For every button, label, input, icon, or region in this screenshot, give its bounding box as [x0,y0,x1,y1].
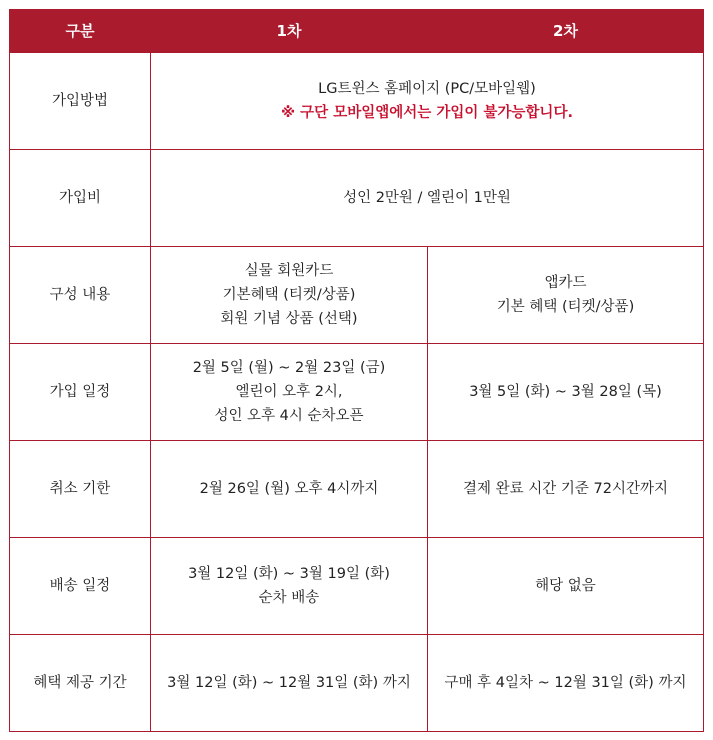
shipping-second-cell: 해당 없음 [428,538,704,635]
row-label: 배송 일정 [10,538,151,635]
cell-line: 3월 12일 (화) ~ 3월 19일 (화) [188,566,390,582]
shipping-first-cell [151,538,428,635]
row-label: 가입방법 [10,53,151,150]
header-category: 구분 [10,10,151,53]
contents-first-cell [151,247,428,344]
join-method-text: LG트윈스 홈페이지 (PC/모바일웹) [318,81,536,97]
cell-line: 기본혜택 (티켓/상품) [222,287,356,303]
app-notice: ※ 구단 모바일앱에서는 가입이 불가능합니다. [281,105,573,121]
row-label: 가입비 [10,150,151,247]
row-benefit [10,635,704,732]
cell-line: 2월 5일 (월) ~ 2월 23일 (금) [192,360,386,376]
cell-line: 순차 배송 [258,590,320,606]
row-cancel [10,441,704,538]
join-method-cell [151,53,704,150]
header-first-round: 1차 [151,10,428,53]
benefit-second-cell: 구매 후 4일차 ~ 12월 31일 (화) 까지 [428,635,704,732]
row-schedule [10,344,704,441]
fee-cell: 성인 2만원 / 엘린이 1만원 [151,150,704,247]
cancel-second-cell: 결제 완료 시간 기준 72시간까지 [428,441,704,538]
contents-second-cell [428,247,704,344]
cell-line: 앱카드 [544,275,587,291]
row-label: 구성 내용 [10,247,151,344]
row-label: 혜택 제공 기간 [10,635,151,732]
schedule-first-cell [151,344,428,441]
row-join-method [10,53,704,150]
schedule-second-cell: 3월 5일 (화) ~ 3월 28일 (목) [428,344,704,441]
cell-line: 실물 회원카드 [244,263,334,279]
cell-line: 성인 오후 4시 순차오픈 [214,408,364,424]
benefit-first-cell: 3월 12일 (화) ~ 12월 31일 (화) 까지 [151,635,428,732]
cancel-first-cell: 2월 26일 (월) 오후 4시까지 [151,441,428,538]
header-second-round: 2차 [428,10,704,53]
cell-line: 회원 기념 상품 (선택) [220,311,358,327]
row-label: 가입 일정 [10,344,151,441]
row-contents [10,247,704,344]
row-label: 취소 기한 [10,441,151,538]
row-shipping [10,538,704,635]
header-row [10,10,704,53]
cell-line: 엘린이 오후 2시, [235,384,343,400]
cell-line: 기본 혜택 (티켓/상품) [496,299,635,315]
membership-table [9,9,704,732]
row-fee [10,150,704,247]
